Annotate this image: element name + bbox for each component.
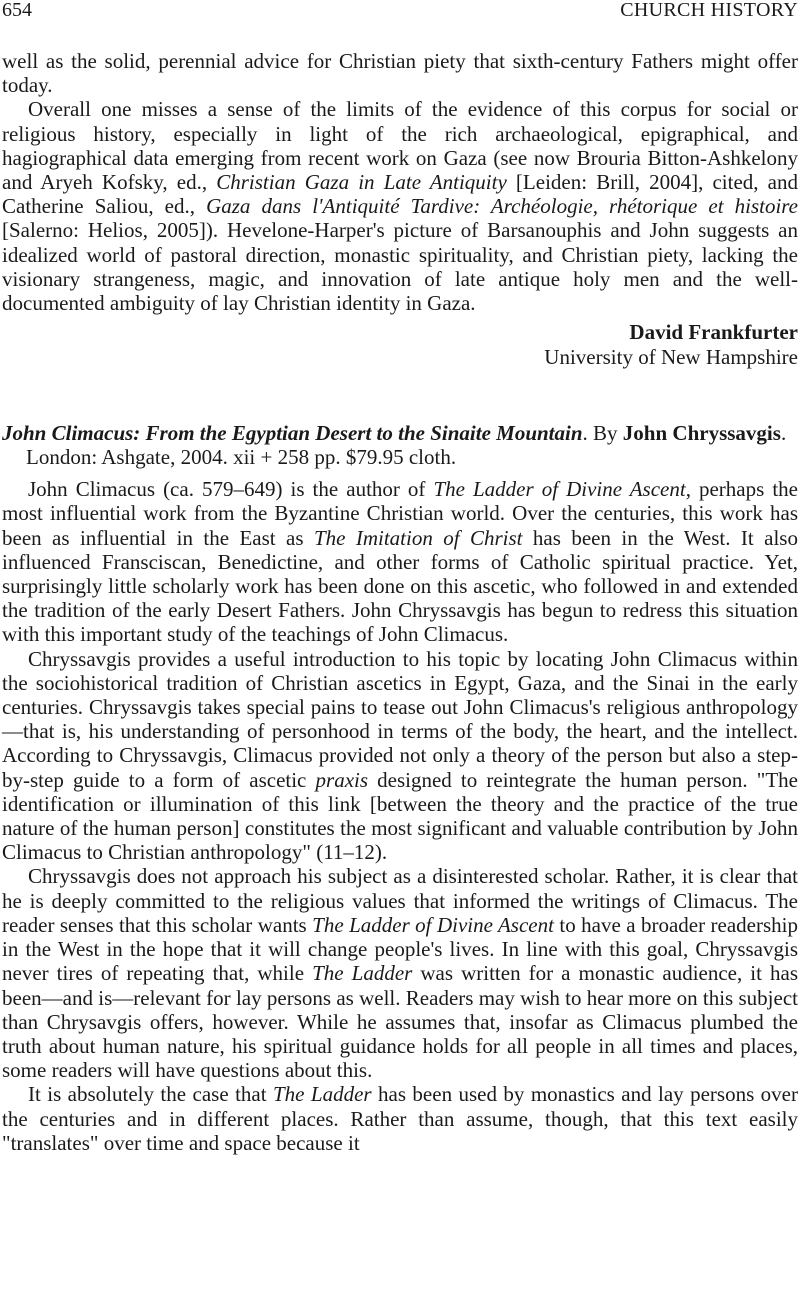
by-label: By	[593, 421, 618, 446]
review-heading: John Climacus: From the Egyptian Desert to the Sinaite Mountain. By John Chryssavgis. London: Ashgate, 2004. xii + 258 pp. $79.95 cloth.	[2, 421, 787, 470]
term-italic: praxis	[315, 767, 369, 792]
text-run: John Climacus (ca. 579–649) is the author of	[28, 477, 434, 502]
text-run: Overall one misses a sense of the limits of the evidence of this corpus for social or religious history, especially in light of the rich archaeological, epigraphical, and hagiographical data emerging from recent work on Gaza (see now Brouria Bitton-Ashkelony and Aryeh Kofsky, ed.,	[2, 97, 798, 195]
text-run: [Leiden: Brill, 2004], cited, and Catherine Saliou, ed.,	[2, 170, 798, 219]
paragraph: well as the solid, perennial advice for Christian piety that sixth-century Fathers might offer today.	[2, 49, 798, 98]
paragraph	[2, 864, 798, 1082]
text-run: Chryssavgis provides a useful introduction to his topic by locating John Climacus within the sociohistorical tradition of Christian ascetics in Egypt, Gaza, and the Sinai in the early centuries. Chryssavgis takes special pains to tease out John Climacus's religious anthropology—that is, his understanding of personhood in terms of the body, the heart, and the intellect. According to Chryssavgis, Climacus provided not only a theory of the person but also a step-by-step guide to a form of ascetic	[2, 646, 798, 792]
reviewed-book-author: John Chryssavgis	[622, 421, 781, 446]
book-title-italic: Christian Gaza in Late Antiquity	[216, 170, 507, 195]
book-title-italic: The Ladder of Divine Ascent	[433, 477, 686, 502]
reviewer-name: David Frankfurter	[629, 320, 798, 345]
book-title-italic: The Imitation of Christ	[313, 525, 523, 550]
text-run: [Salerno: Helios, 2005]). Hevelone-Harper's picture of Barsanouphis and John suggests an idealized world of pastoral direction, monastic spirituality, and Christian piety, lacking the visionary strangeness, magic, and innovation of late antique holy men and the well-documented ambiguity of lay Christian identity in Gaza.	[2, 218, 798, 316]
text-run: It is absolutely the case that	[28, 1082, 273, 1107]
text-run: , perhaps the most influential work from the Byzantine Christian world. Over the centuries, this work has been as influential in the East as	[2, 477, 798, 550]
book-title-italic: The Ladder	[272, 1082, 372, 1107]
previous-review-text	[2, 49, 798, 315]
running-head	[2, 0, 798, 22]
document-page	[2, 0, 798, 1155]
publication-details: London: Ashgate, 2004. xii + 258 pp. $79.95 cloth.	[26, 445, 457, 470]
reviewer-signature	[2, 320, 798, 369]
text-run: was written for a monastic audience, it has been—and is—relevant for lay persons as well. Readers may wish to hear more on this subject than Chrysavgis offers, however. While he assumes that, insofar as Climacus plumbed the truth about human nature, his spiritual guidance holds for all people in all times and places, some readers will have questions about this.	[2, 961, 798, 1083]
book-title-italic: The Ladder	[312, 961, 413, 986]
book-title-italic: Gaza dans l'Antiquité Tardive: Archéologie, rhétorique et histoire	[206, 194, 799, 219]
text-run: has been in the West. It also influenced Fransciscan, Benedictine, and other forms of Catholic spiritual practice. Yet, surprisingly little scholarly work has been done on this ascetic, who followed in and extended the tradition of the early Desert Fathers. John Chryssavgis has begun to redress this situation with this important study of the teachings of John Climacus.	[2, 525, 798, 647]
text-run: Chryssavgis does not approach his subject as a disinterested scholar. Rather, it is clear that he is deeply committed to the religious values that informed the writings of Climacus. The reader senses that this scholar wants	[2, 864, 798, 937]
paragraph	[2, 647, 798, 865]
paragraph	[2, 477, 798, 646]
text-run: to have a broader readership in the West in the hope that it will change people's lives. In line with this goal, Chryssavgis never tires of repeating that, while	[2, 912, 798, 986]
page-number: 654	[2, 0, 32, 21]
journal-title: CHURCH HISTORY	[620, 0, 798, 21]
text-run: designed to reintegrate the human person. "The identification or illumination of this link [between the theory and the practice of the true nature of the human person] constitutes the most significant and valuable contribution by John Climacus to Christian anthropology" (11–12).	[2, 767, 798, 865]
book-title-italic: The Ladder of Divine Ascent	[312, 912, 554, 937]
reviewer-affiliation: University of New Hampshire	[544, 344, 798, 369]
reviewed-book-title: John Climacus: From the Egyptian Desert to the Sinaite Mountain	[2, 421, 583, 446]
review-text	[2, 477, 798, 1155]
paragraph	[2, 1082, 798, 1155]
paragraph	[2, 97, 798, 315]
text-run: has been used by monastics and lay persons over the centuries and in different places. Rather than assume, though, that this text easily "translates" over time and space because it	[2, 1082, 798, 1155]
